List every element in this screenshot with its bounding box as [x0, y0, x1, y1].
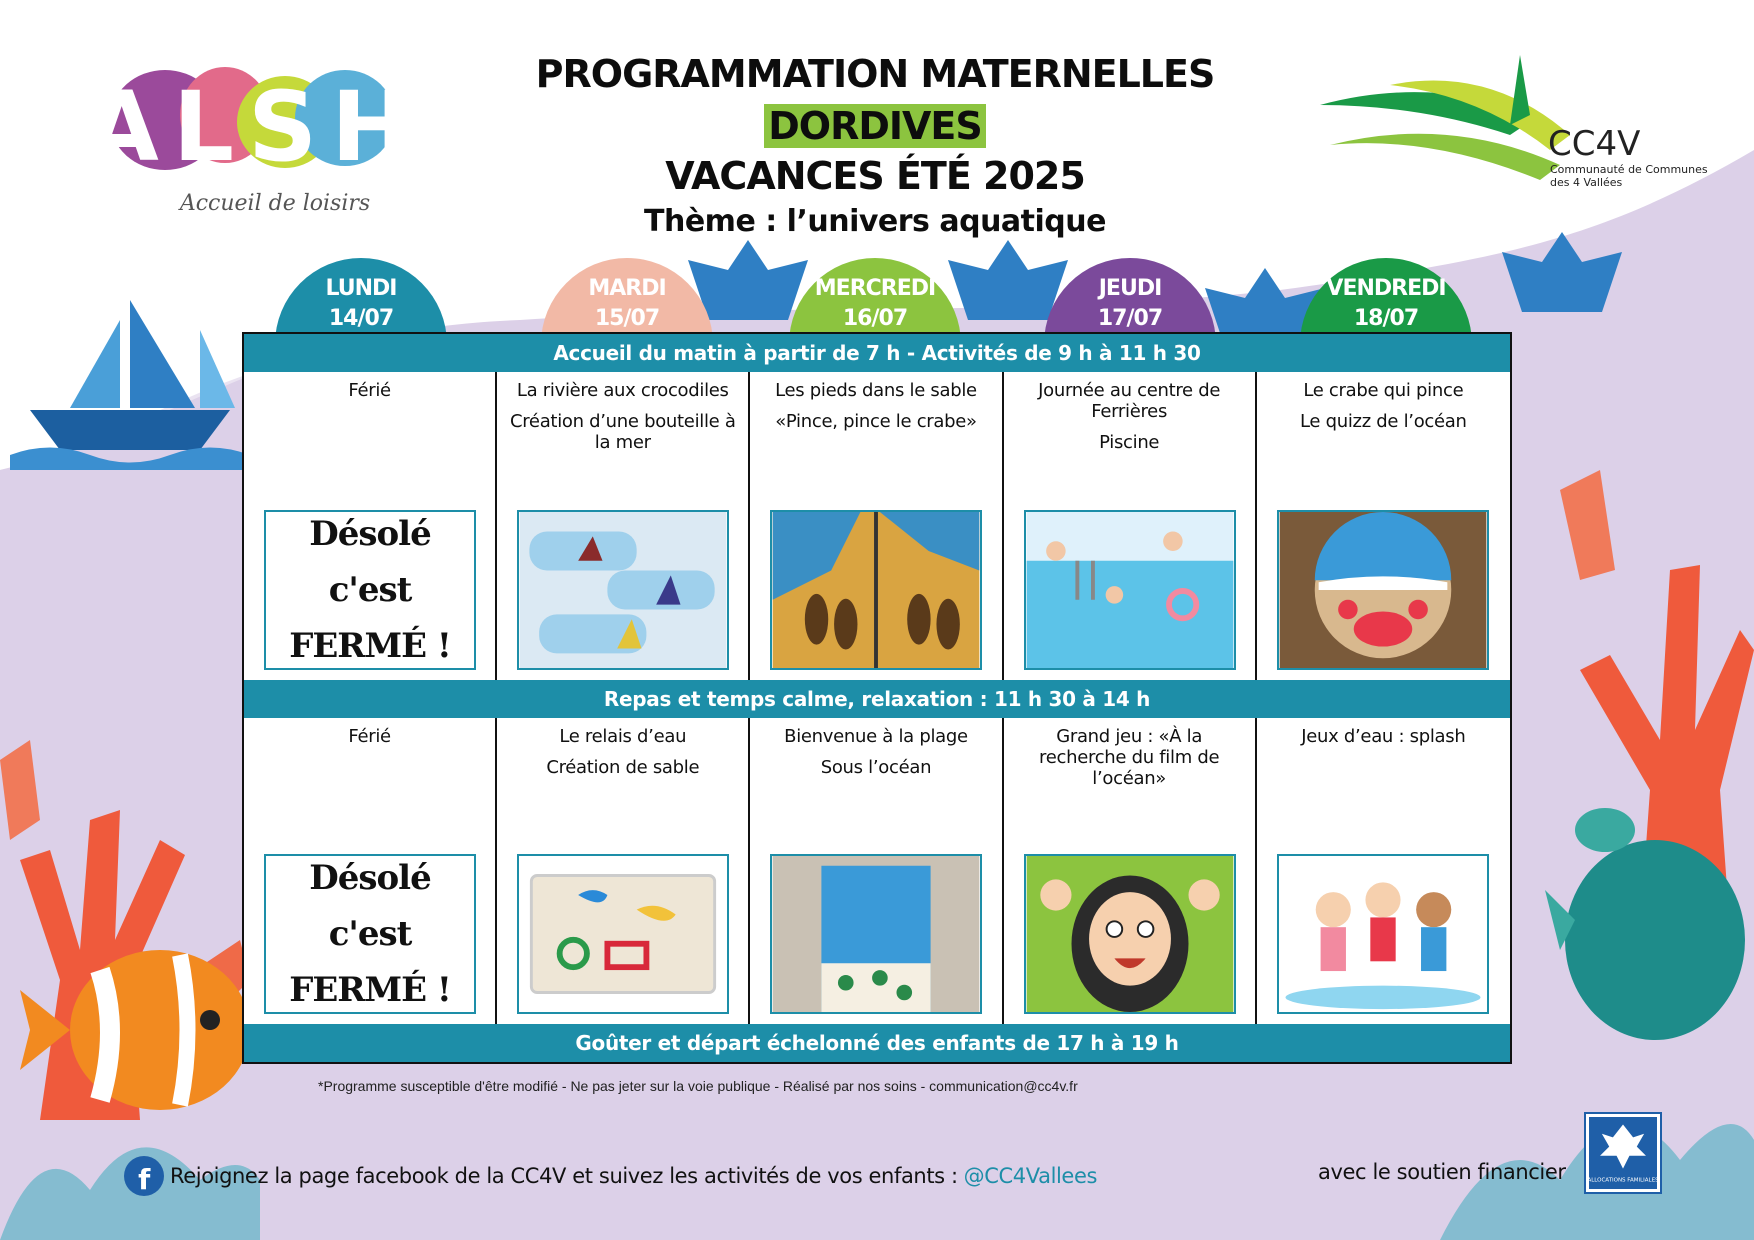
activity-text: Piscine	[1099, 432, 1160, 453]
caf-logo-text: ALLOCATIONS FAMILIALES	[1587, 1177, 1659, 1184]
schedule-table	[242, 332, 1512, 1064]
bottle-craft-icon	[517, 510, 729, 670]
activity-text: Férié	[348, 380, 391, 401]
alsh-logo-text: ALSH	[84, 71, 426, 183]
day-date: 17/07	[1097, 306, 1163, 331]
sand-molds-icon	[517, 854, 729, 1014]
afternoon-cell-jeudi	[1004, 718, 1257, 1024]
support-text: avec le soutien financier	[1318, 1160, 1566, 1184]
closed-line-1: Désolé c'est	[309, 858, 431, 954]
day-date: 16/07	[842, 306, 908, 331]
morning-cell-mercredi	[750, 372, 1003, 680]
facebook-icon[interactable]: f	[124, 1156, 164, 1196]
kids-water-play-icon	[1277, 854, 1489, 1014]
day-name: MERCREDI	[814, 276, 936, 301]
alsh-logo-tagline: Accueil de loisirs	[179, 191, 371, 216]
afternoon-cell-mardi	[497, 718, 750, 1024]
title-block	[430, 48, 1320, 244]
activity-text: Journée au centre de Ferrières	[1038, 380, 1221, 422]
activity-text: Férié	[348, 726, 391, 747]
afternoon-cell-vendredi	[1257, 718, 1510, 1024]
page-theme: Thème : l’univers aquatique	[644, 204, 1106, 239]
activity-text: Le quizz de l’océan	[1300, 411, 1467, 432]
cc4v-logo-tagline-2: des 4 Vallées	[1550, 176, 1623, 189]
day-date: 18/07	[1353, 306, 1419, 331]
page-subtitle: VACANCES ÉTÉ 2025	[665, 154, 1085, 198]
activity-text: Bienvenue à la plage	[784, 726, 968, 747]
cc4v-logo	[1310, 55, 1710, 205]
caf-logo	[1586, 1114, 1660, 1192]
morning-cell-vendredi	[1257, 372, 1510, 680]
cc4v-logo-text: CC4V	[1548, 124, 1641, 164]
afternoon-cell-lundi	[244, 718, 497, 1024]
sailing-ship-icon	[10, 290, 250, 470]
day-name: MARDI	[588, 276, 666, 301]
sea-turtle-icon	[1545, 800, 1750, 1060]
activity-text: «Pince, pince le crabe»	[775, 411, 977, 432]
afternoon-cell-mercredi	[750, 718, 1003, 1024]
footprints-sand-icon	[770, 510, 982, 670]
activity-text: Les pieds dans le sable	[775, 380, 977, 401]
morning-cell-lundi	[244, 372, 497, 680]
morning-cell-jeudi	[1004, 372, 1257, 680]
alsh-logo	[84, 60, 426, 220]
activity-text: Jeux d’eau : splash	[1301, 726, 1466, 747]
closed-line-2: FERMÉ !	[289, 970, 451, 1010]
band-evening: Goûter et départ échelonné des enfants de 17 h à 19 h	[244, 1024, 1510, 1062]
morning-row	[244, 372, 1510, 680]
morning-cell-mardi	[497, 372, 750, 680]
facebook-text: Rejoignez la page facebook de la CC4V et suivez les activités de vos enfants :	[170, 1164, 958, 1188]
day-name: JEUDI	[1098, 276, 1162, 301]
day-date: 14/07	[328, 306, 394, 331]
disclaimer-text: *Programme susceptible d'être modifié - Ne pas jeter sur la voie publique - Réalisé par nos soins - communication@cc4v.fr	[318, 1078, 1078, 1094]
closed-sign-icon	[264, 510, 476, 670]
band-lunch: Repas et temps calme, relaxation : 11 h 30 à 14 h	[244, 680, 1510, 718]
closed-line-1: Désolé c'est	[309, 514, 431, 610]
turtles-beach-icon	[770, 854, 982, 1014]
cc4v-logo-tagline-1: Communauté de Communes	[1550, 163, 1708, 176]
day-name: LUNDI	[325, 276, 397, 301]
band-morning: Accueil du matin à partir de 7 h - Activités de 9 h à 11 h 30	[244, 334, 1510, 372]
activity-text: Le crabe qui pince	[1303, 380, 1464, 401]
facebook-handle-link[interactable]: @CC4Vallees	[963, 1164, 1098, 1188]
title-highlight: DORDIVES	[764, 104, 986, 148]
closed-line-2: FERMÉ !	[289, 626, 451, 666]
crab-plate-icon	[1277, 510, 1489, 670]
afternoon-row	[244, 718, 1510, 1024]
activity-text: La rivière aux crocodiles	[516, 380, 729, 401]
activity-text: Sous l’océan	[820, 757, 932, 778]
activity-text: Création de sable	[546, 757, 700, 778]
happy-girl-icon	[1024, 854, 1236, 1014]
activity-text: Création d’une bouteille à la mer	[509, 411, 736, 453]
activity-text: Grand jeu : «À la recherche du film de l’océan»	[1039, 726, 1220, 789]
day-name: VENDREDI	[1326, 276, 1446, 301]
facebook-banner	[124, 1156, 1097, 1196]
page-title: PROGRAMMATION MATERNELLES DORDIVES	[535, 52, 1215, 148]
paper-boat-icon	[1502, 232, 1622, 322]
swimming-pool-icon	[1024, 510, 1236, 670]
activity-text: Le relais d’eau	[559, 726, 687, 747]
day-date: 15/07	[594, 306, 660, 331]
closed-sign-icon	[264, 854, 476, 1014]
